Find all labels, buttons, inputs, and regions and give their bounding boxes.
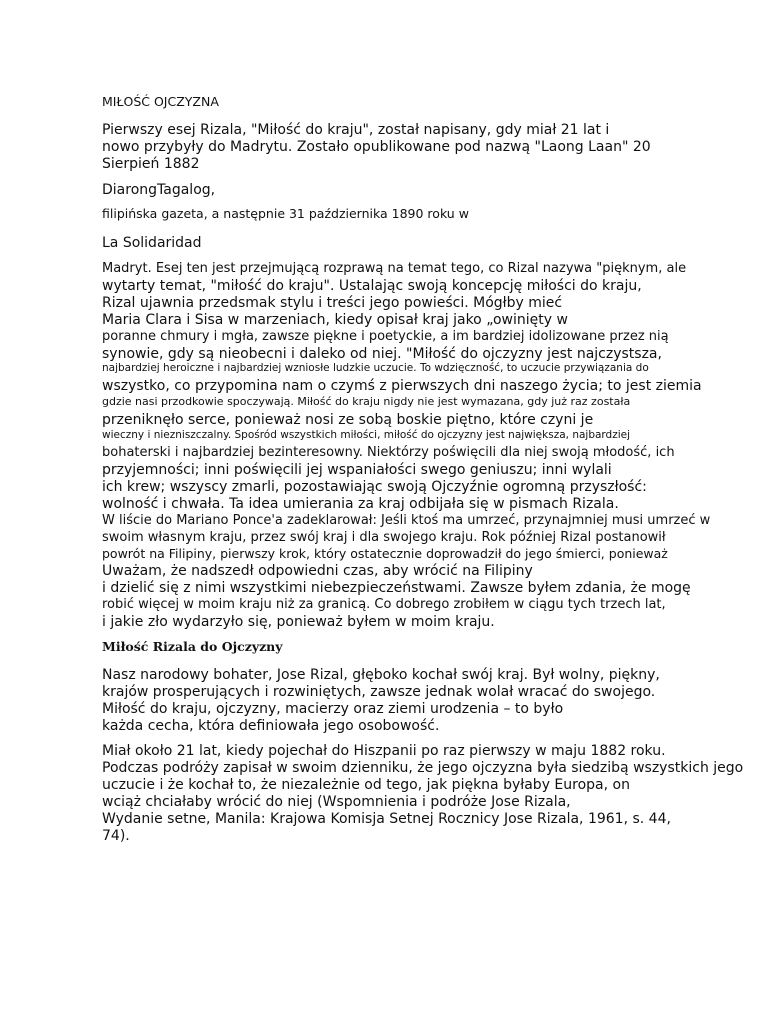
- essay-line: poranne chmury i mgła, zawsze piękne i poetyckie, a im bardziej idolizowane przez nią: [102, 329, 669, 344]
- essay-line: Madryt. Esej ten jest przejmującą rozprawą na temat tego, co Rizal nazywa "pięknym, ale: [102, 261, 687, 276]
- essay-line: Maria Clara i Sisa w marzeniach, kiedy opisał kraj jako „owinięty w: [102, 312, 568, 328]
- section-para-line: Nasz narodowy bohater, Jose Rizal, głęboko kochał swój kraj. Był wolny, piękny,: [102, 667, 660, 683]
- essay-line: i jakie zło wydarzyło się, ponieważ byłem w moim kraju.: [102, 614, 495, 630]
- publication-name: La Solidaridad: [102, 235, 202, 251]
- essay-line: ich krew; wszyscy zmarli, pozostawiając swoją Ojczyźnie ogromną przyszłość:: [102, 479, 647, 495]
- essay-line: gdzie nasi przodkowie spoczywają. Miłość do kraju nigdy nie jest wymazana, gdy już raz została: [102, 395, 631, 408]
- intro-line: nowo przybyły do Madrytu. Zostało opublikowane pod nazwą "Laong Laan" 20: [102, 139, 651, 155]
- publication-name: DiarongTagalog,: [102, 182, 216, 198]
- essay-line: Uważam, że nadszedł odpowiedni czas, aby wrócić na Filipiny: [102, 563, 533, 579]
- essay-line: Rizal ujawnia przedsmak stylu i treści jego powieści. Mógłby mieć: [102, 295, 563, 311]
- essay-line: robić więcej w moim kraju niż za granicą. Co dobrego zrobiłem w ciągu tych trzech lat,: [102, 597, 666, 612]
- essay-line: synowie, gdy są nieobecni i daleko od niej. "Miłość do ojczyzny jest najczystsza,: [102, 346, 662, 362]
- document-title: MIŁOŚĆ OJCZYZNA: [102, 94, 219, 109]
- essay-line: i dzielić się z nimi wszystkimi niebezpieczeństwami. Zawsze byłem zdania, że mogę: [102, 580, 691, 596]
- essay-line: wszystko, co przypomina nam o czymś z pierwszych dni naszego życia; to jest ziemia: [102, 378, 702, 394]
- section-para-line: wciąż chciałaby wrócić do niej (Wspomnienia i podróże Jose Rizala,: [102, 794, 571, 810]
- section-para-line: Wydanie setne, Manila: Krajowa Komisja Setnej Rocznicy Jose Rizala, 1961, s. 44,: [102, 811, 671, 827]
- essay-line: wolność i chwała. Ta idea umierania za kraj odbijała się w pismach Rizala.: [102, 496, 619, 512]
- essay-line: wieczny i niezniszczalny. Spośród wszystkich miłości, miłość do ojczyzny jest największa, najbardziej: [102, 429, 631, 441]
- section-para-line: każda cecha, która definiowała jego osobowość.: [102, 718, 440, 734]
- section-para-line: 74).: [102, 828, 130, 844]
- essay-line: przeniknęło serce, ponieważ nosi ze sobą boskie piętno, które czyni je: [102, 412, 594, 428]
- section-para-line: Miłość do kraju, ojczyzny, macierzy oraz ziemi urodzenia – to było: [102, 701, 564, 717]
- intro-line: Pierwszy esej Rizala, "Miłość do kraju", został napisany, gdy miał 21 lat i: [102, 122, 610, 138]
- section-heading: Miłość Rizala do Ojczyzny: [102, 639, 283, 654]
- essay-line: przyjemności; inni poświęcili jej wspaniałości swego geniuszu; inni wylali: [102, 462, 612, 478]
- section-para-line: krajów prosperujących i rozwiniętych, zawsze jednak wolał wracać do swojego.: [102, 684, 656, 700]
- section-para-line: Podczas podróży zapisał w swoim dzienniku, że jego ojczyzna była siedzibą wszystkich jego: [102, 760, 744, 776]
- intro-line: Sierpień 1882: [102, 156, 200, 172]
- essay-line: swoim własnym kraju, przez swój kraj i dla swojego kraju. Rok później Rizal postanowił: [102, 530, 666, 545]
- section-para-line: uczucie i że kochał to, że niezależnie od tego, jak piękna byłaby Europa, on: [102, 777, 630, 793]
- essay-line: wytarty temat, "miłość do kraju". Ustalając swoją koncepcję miłości do kraju,: [102, 278, 642, 294]
- section-para-line: Miał około 21 lat, kiedy pojechał do Hiszpanii po raz pierwszy w maju 1882 roku.: [102, 743, 666, 759]
- essay-line: W liście do Mariano Ponce'a zadeklarował: Jeśli ktoś ma umrzeć, przynajmniej musi umrzeć w: [102, 513, 711, 528]
- publication-note: filipińska gazeta, a następnie 31 października 1890 roku w: [102, 206, 469, 221]
- essay-line: najbardziej heroiczne i najbardziej wzniosłe ludzkie uczucie. To wdzięczność, to uczucie przywiązania do: [102, 362, 649, 374]
- essay-line: powrót na Filipiny, pierwszy krok, który ostatecznie doprowadził do jego śmierci, ponieważ: [102, 546, 668, 561]
- essay-line: bohaterski i najbardziej bezinteresowny. Niektórzy poświęcili dla niej swoją młodość, ich: [102, 445, 675, 460]
